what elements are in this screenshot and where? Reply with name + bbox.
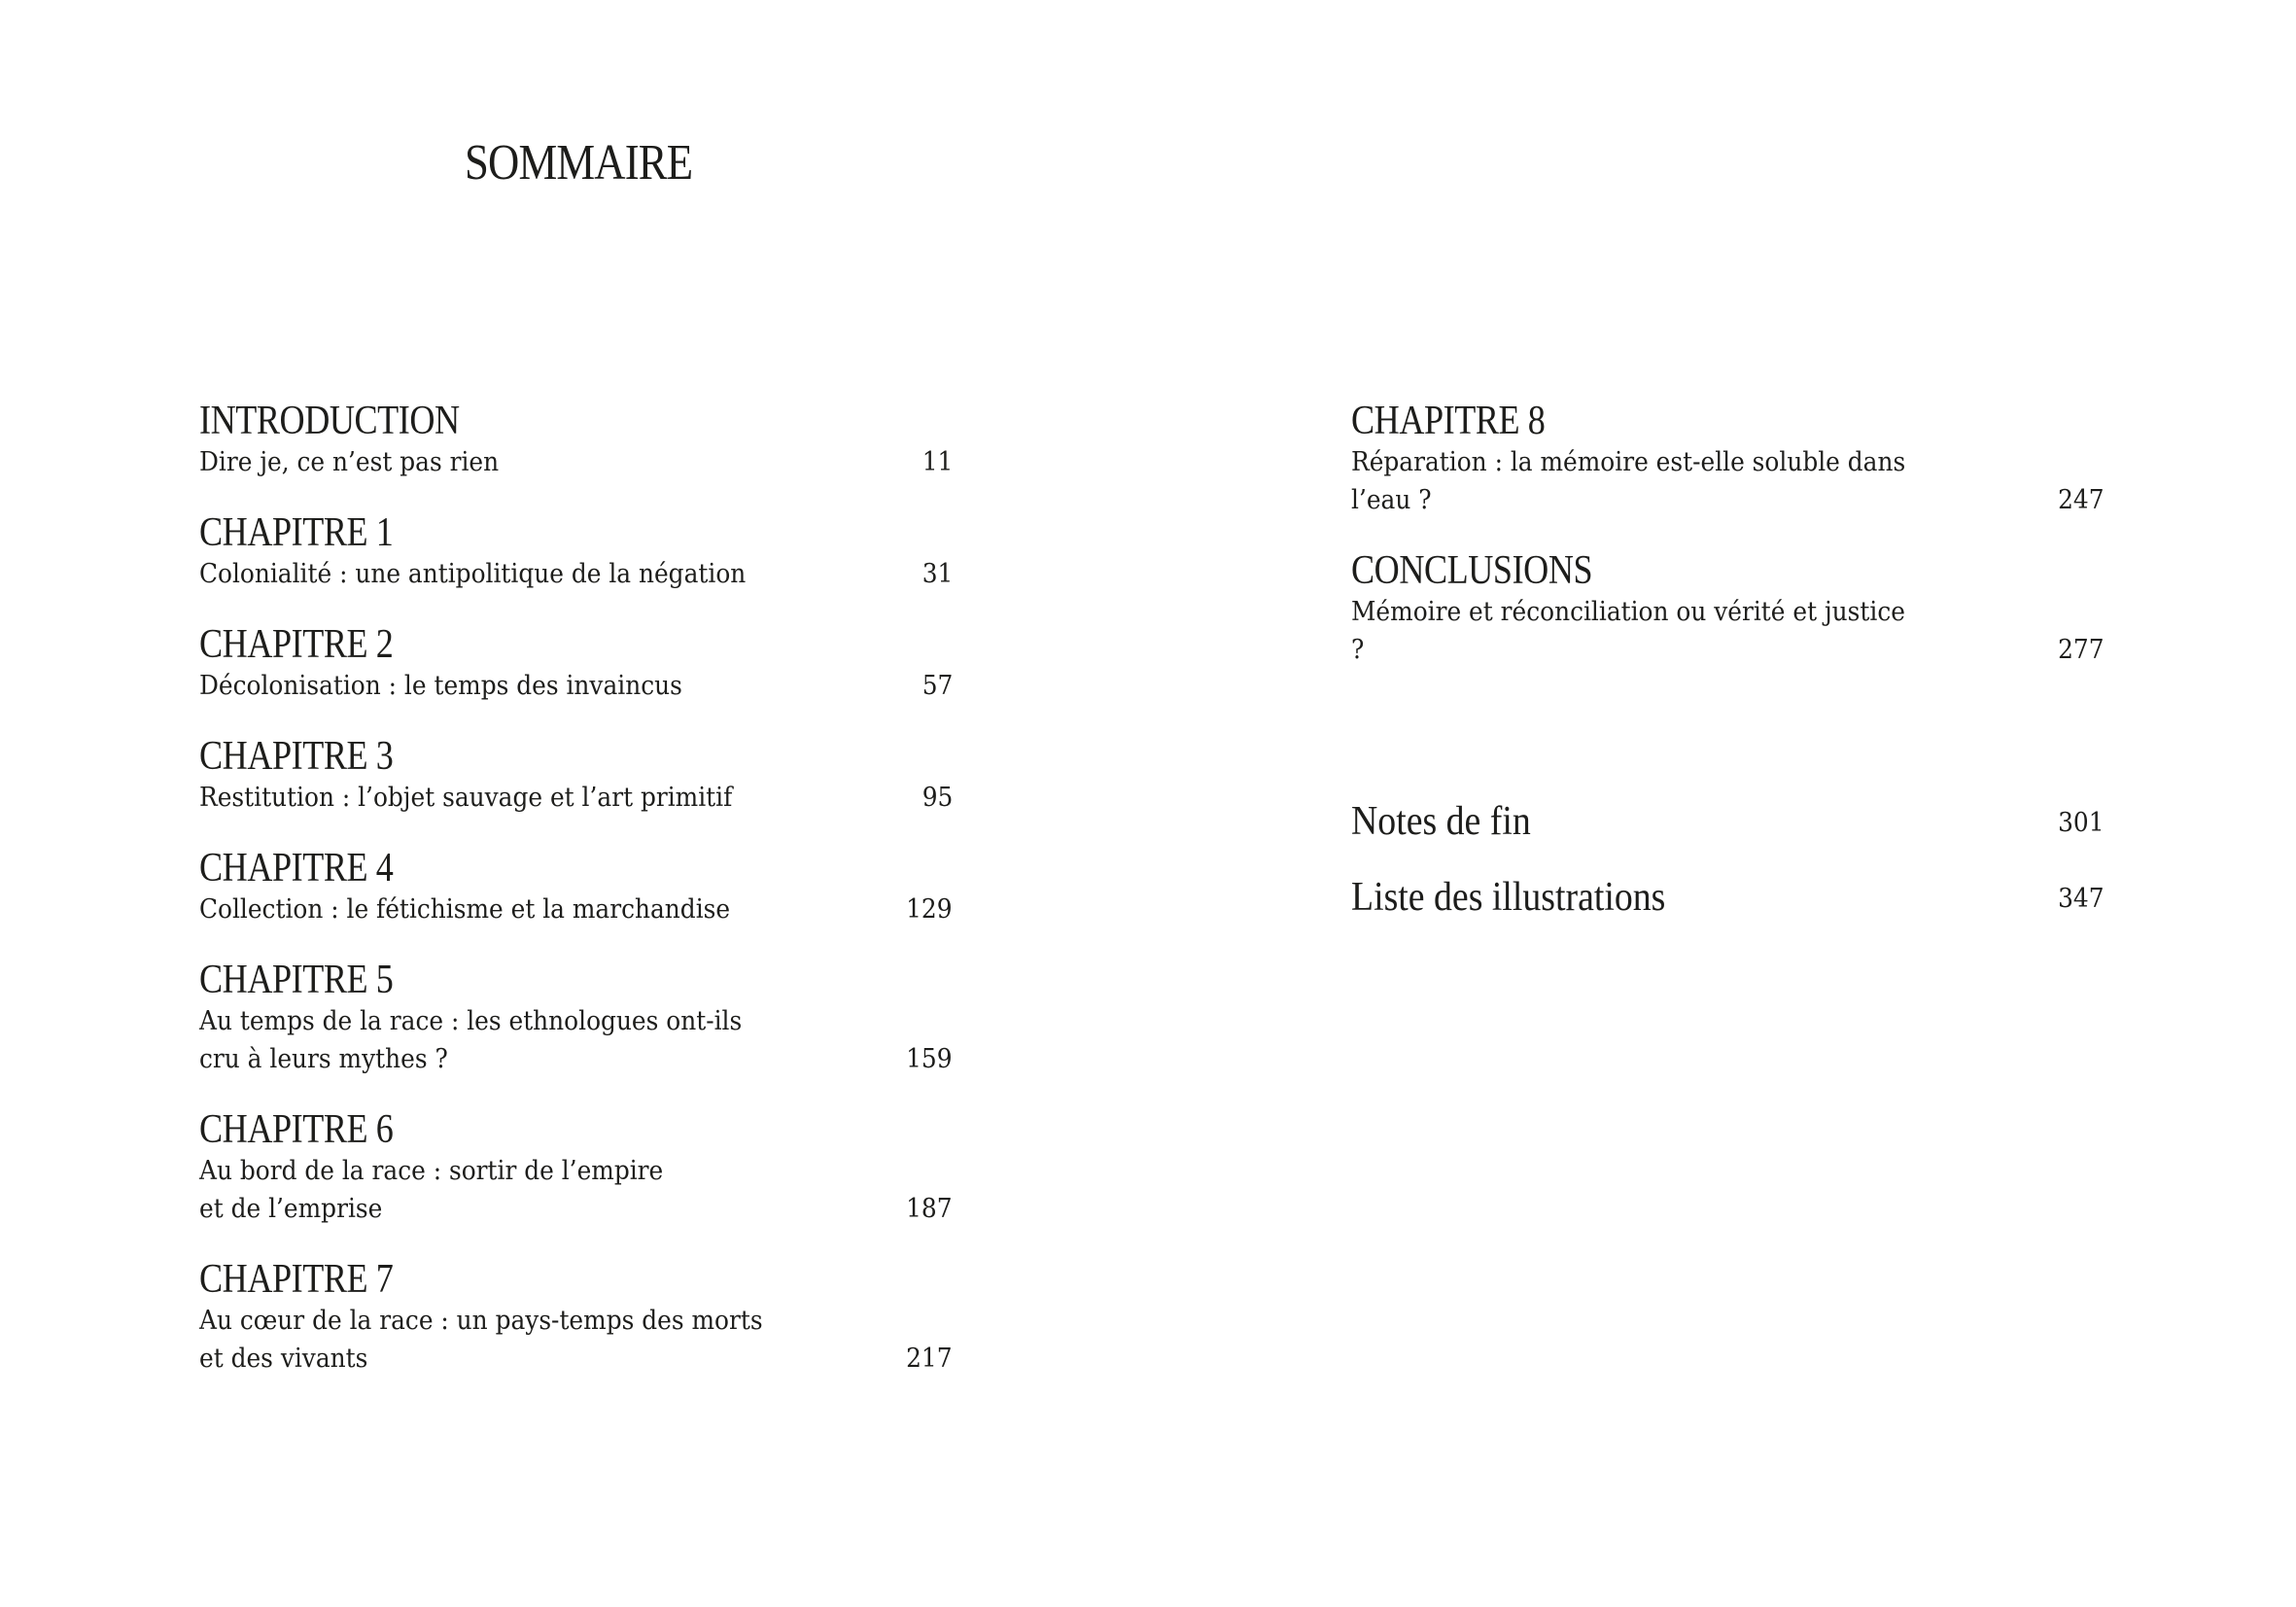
- chapter-heading: CHAPITRE 4: [199, 846, 394, 891]
- page-number: 31: [922, 559, 953, 589]
- chapter-title: Au cœur de la race : un pays-temps des morts et des vivants: [199, 1306, 763, 1374]
- back-matter-title: Notes de fin: [1351, 799, 1531, 844]
- chapter-title: Collection : le fétichisme et la marchandise: [199, 894, 731, 925]
- page-number: 187: [906, 1194, 953, 1224]
- toc-left-column: [199, 399, 953, 1407]
- page-number: 301: [2058, 808, 2105, 838]
- toc-entry-chapitre-2[interactable]: [199, 622, 953, 705]
- chapter-title: Réparation : la mémoire est-elle soluble dans l’eau ?: [1351, 447, 1906, 515]
- toc-right-column: [1351, 399, 2105, 937]
- toc-entry-chapitre-7[interactable]: [199, 1257, 953, 1378]
- page-number: 159: [906, 1044, 953, 1074]
- toc-entry-notes-de-fin[interactable]: [1351, 786, 2105, 844]
- page-title: SOMMAIRE: [465, 135, 693, 191]
- page-number: 129: [906, 894, 953, 925]
- chapter-heading: CHAPITRE 6: [199, 1107, 394, 1152]
- chapter-title: Mémoire et réconciliation ou vérité et justice ?: [1351, 597, 1905, 665]
- toc-entry-chapitre-6[interactable]: [199, 1107, 953, 1228]
- chapter-title: Colonialité : une antipolitique de la négation: [199, 559, 747, 589]
- toc-entry-conclusions[interactable]: [1351, 548, 2105, 669]
- toc-entry-chapitre-3[interactable]: [199, 734, 953, 817]
- toc-entry-chapitre-4[interactable]: [199, 846, 953, 928]
- page-number: 95: [922, 783, 953, 813]
- back-matter-title: Liste des illustrations: [1351, 875, 1666, 920]
- toc-entry-liste-des-illustrations[interactable]: [1351, 861, 2105, 920]
- toc-entry-chapitre-1[interactable]: [199, 510, 953, 593]
- chapter-title: Décolonisation : le temps des invaincus: [199, 671, 682, 701]
- page-number: 347: [2058, 884, 2105, 914]
- toc-entry-chapitre-8[interactable]: [1351, 399, 2105, 519]
- page-number: 247: [2058, 485, 2105, 515]
- chapter-heading: CHAPITRE 8: [1351, 399, 1546, 443]
- chapter-title: Au temps de la race : les ethnologues ont-ils cru à leurs mythes ?: [199, 1006, 743, 1074]
- chapter-heading: INTRODUCTION: [199, 399, 460, 443]
- chapter-heading: CHAPITRE 1: [199, 510, 394, 555]
- chapter-title: Dire je, ce n’est pas rien: [199, 447, 500, 477]
- page-number: 11: [922, 447, 953, 477]
- page-number: 277: [2058, 635, 2105, 665]
- chapter-title: Restitution : l’objet sauvage et l’art primitif: [199, 783, 733, 813]
- chapter-heading: CHAPITRE 2: [199, 622, 394, 667]
- chapter-heading: CONCLUSIONS: [1351, 548, 1593, 593]
- chapter-title: Au bord de la race : sortir de l’empire et de l’emprise: [199, 1156, 664, 1224]
- chapter-heading: CHAPITRE 3: [199, 734, 394, 779]
- section-spacer: [1351, 698, 2105, 786]
- toc-entry-introduction[interactable]: [199, 399, 953, 481]
- chapter-heading: CHAPITRE 5: [199, 958, 394, 1002]
- page-number: 217: [906, 1344, 953, 1374]
- toc-entry-chapitre-5[interactable]: [199, 958, 953, 1078]
- chapter-heading: CHAPITRE 7: [199, 1257, 394, 1302]
- page-number: 57: [922, 671, 953, 701]
